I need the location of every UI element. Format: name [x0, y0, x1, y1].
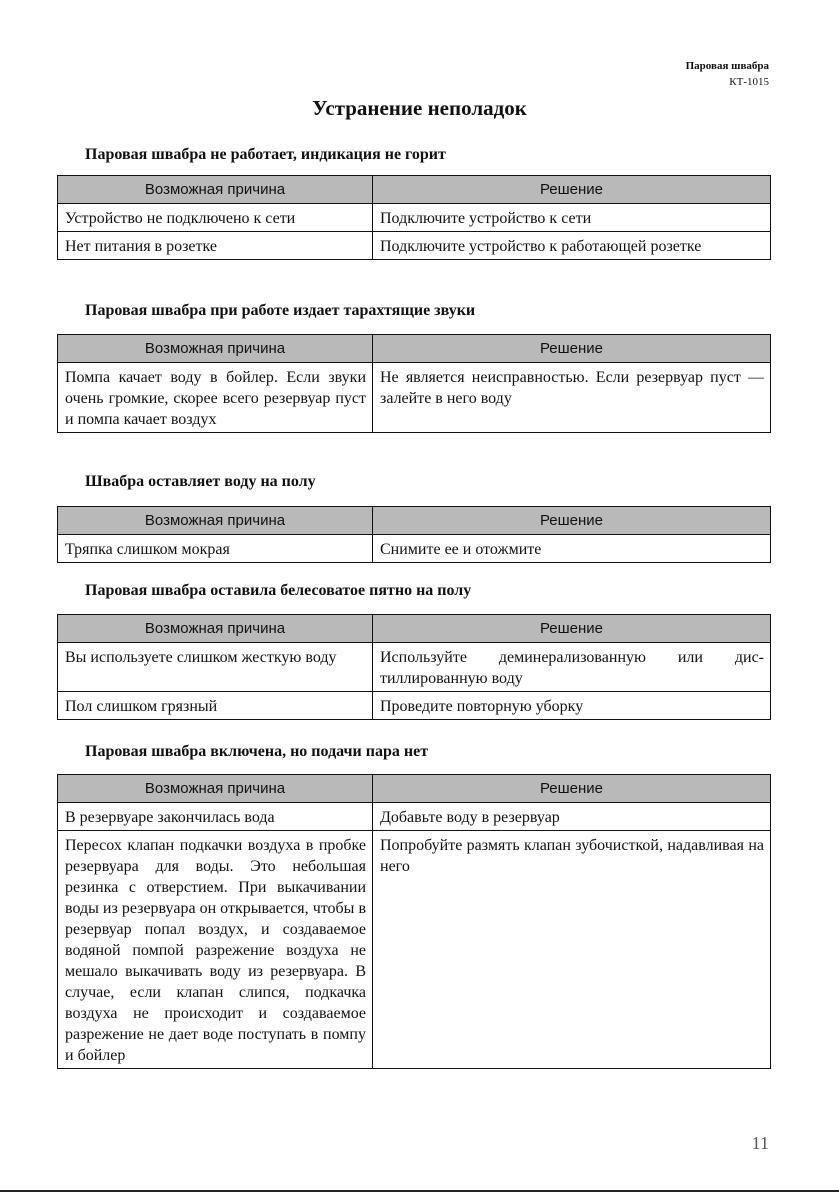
solution-cell: Подключите устройство к сети — [373, 204, 771, 232]
table-row — [58, 803, 771, 831]
solution-cell: Не является неисправностью. Если резервуар пуст — залейте в него воду — [373, 363, 771, 433]
solution-cell: Добавьте воду в резервуар — [373, 803, 771, 831]
column-header-solution: Решение — [373, 775, 771, 803]
page-header — [686, 58, 769, 90]
cause-cell: Нет питания в розетке — [58, 232, 373, 260]
header-product-name: Паровая швабра — [685, 60, 769, 72]
solution-cell: Попробуйте размять клапан зубочисткой, надавливая на него — [373, 831, 771, 1069]
table-header-row — [58, 335, 771, 363]
solution-cell: Проведите повторную уборку — [373, 692, 771, 720]
table-row — [58, 535, 771, 563]
table-row — [58, 831, 771, 1069]
troubleshooting-table — [57, 614, 771, 720]
table-row — [58, 643, 771, 692]
cause-cell: Пересох клапан подкачки воздуха в пробке резервуара для воды. Это небольшая резинка с отверстием. При выкачивании воды из резервуара он открывается, чтобы в резервуар попал воздух, и создаваемое водяной помпой разрежение воздуха не мешало выкачивать воду из резервуара. В случае, если клапан слипся, подкачка воздуха не происходит и создаваемое разрежение не дает воде поступать в помпу и бойлер — [58, 831, 373, 1069]
cause-cell: Пол слишком грязный — [58, 692, 373, 720]
table-header-row — [58, 507, 771, 535]
cause-cell: Устройство не подключено к сети — [58, 204, 373, 232]
column-header-cause: Возможная причина — [58, 775, 373, 803]
column-header-cause: Возможная причина — [58, 176, 373, 204]
troubleshooting-table — [57, 334, 771, 433]
column-header-solution: Решение — [373, 335, 771, 363]
bottom-divider — [0, 1190, 839, 1192]
cause-cell: В резервуаре закончилась вода — [58, 803, 373, 831]
table-header-row — [58, 176, 771, 204]
column-header-solution: Решение — [373, 615, 771, 643]
column-header-solution: Решение — [373, 507, 771, 535]
column-header-cause: Возможная причина — [58, 335, 373, 363]
column-header-cause: Возможная причина — [58, 507, 373, 535]
page-number: 11 — [751, 1133, 769, 1153]
table-row — [58, 232, 771, 260]
page-title: Устранение неполадок — [312, 96, 527, 120]
troubleshooting-table — [57, 774, 771, 1069]
solution-cell: Снимите ее и отожмите — [373, 535, 771, 563]
solution-cell: Подключите устройство к работающей розетке — [373, 232, 771, 260]
section-heading: Паровая швабра при работе издает тарахтящие звуки — [85, 302, 476, 319]
table-row — [58, 204, 771, 232]
cause-cell: Вы используете слишком жесткую воду — [58, 643, 373, 692]
section-heading: Паровая швабра оставила белесоватое пятно на полу — [85, 582, 472, 599]
table-header-row — [58, 615, 771, 643]
cause-cell: Тряпка слишком мокрая — [58, 535, 373, 563]
header-model: КТ-1015 — [729, 76, 769, 88]
troubleshooting-table — [57, 175, 771, 260]
solution-cell: Используйте деминерализованную или дистиллированную воду — [373, 643, 771, 692]
cause-cell: Помпа качает воду в бойлер. Если звуки очень громкие, скорее всего резервуар пуст и помпа качает воздух — [58, 363, 373, 433]
section-heading: Паровая швабра включена, но подачи пара нет — [85, 743, 429, 760]
section-heading: Паровая швабра не работает, индикация не горит — [85, 146, 446, 163]
column-header-cause: Возможная причина — [58, 615, 373, 643]
table-header-row — [58, 775, 771, 803]
troubleshooting-table — [57, 506, 771, 563]
section-heading: Швабра оставляет воду на полу — [85, 473, 316, 490]
column-header-solution: Решение — [373, 176, 771, 204]
table-row — [58, 692, 771, 720]
table-row — [58, 363, 771, 433]
